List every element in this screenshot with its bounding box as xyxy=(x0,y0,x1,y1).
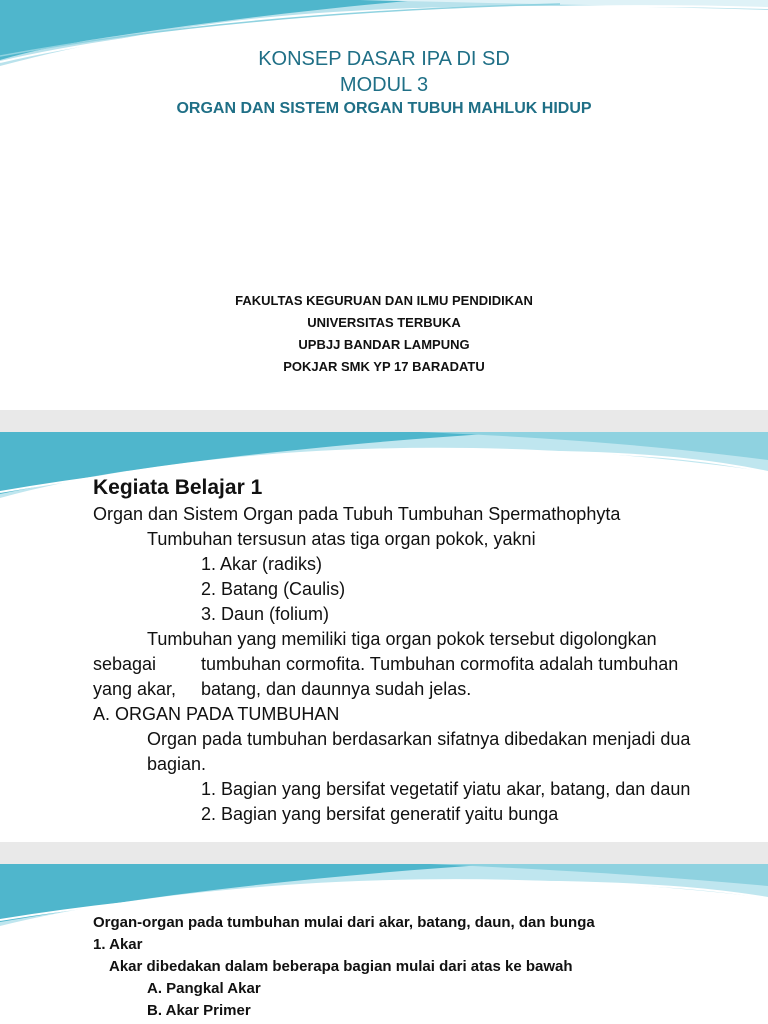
slide-kegiatan-belajar xyxy=(0,432,768,842)
institution-upbjj: UPBJJ BANDAR LAMPUNG xyxy=(298,337,470,352)
institution-pokjar: POKJAR SMK YP 17 BARADATU xyxy=(283,359,485,374)
slide2-para3-lead: yang akar, xyxy=(93,679,177,699)
slide2-heading: Kegiata Belajar 1 xyxy=(93,476,263,499)
module-number: MODUL 3 xyxy=(339,74,429,96)
slide3-line1: Organ-organ pada tumbuhan mulai dari akar, batang, daun, dan bunga xyxy=(93,914,595,931)
slide2-topic: Organ dan Sistem Organ pada Tubuh Tumbuhan Spermathophyta xyxy=(93,504,621,524)
slide2-para2 xyxy=(93,652,733,677)
slide2-intro: Tumbuhan tersusun atas tiga organ pokok, yakni xyxy=(147,529,536,549)
institution-faculty: FAKULTAS KEGURUAN DAN ILMU PENDIDIKAN xyxy=(235,293,533,308)
organ-item-batang: 2. Batang (Caulis) xyxy=(201,579,346,599)
slide2-para2-lead: sebagai xyxy=(93,654,157,674)
slide-title xyxy=(0,0,768,410)
slide2-para5: bagian. xyxy=(147,754,207,774)
slide2-body xyxy=(93,474,733,827)
organ-item-akar: 1. Akar (radiks) xyxy=(201,554,323,574)
presentation-title: KONSEP DASAR IPA DI SD xyxy=(258,48,510,70)
slide2-para4: Organ pada tumbuhan berdasarkan sifatnya dibedakan menjadi dua xyxy=(147,729,691,749)
slide2-para3 xyxy=(93,677,733,702)
section-heading: A. ORGAN PADA TUMBUHAN xyxy=(93,704,340,724)
slide-organ-organ xyxy=(0,864,768,1024)
part-item-generatif: 2. Bagian yang bersifat generatif yaitu bunga xyxy=(201,804,559,824)
slide2-para2-rest: tumbuhan cormofita. Tumbuhan cormofita adalah tumbuhan xyxy=(201,654,679,674)
slide3-body xyxy=(93,912,733,1022)
module-subtitle: ORGAN DAN SISTEM ORGAN TUBUH MAHLUK HIDUP xyxy=(176,100,592,117)
slide2-para1: Tumbuhan yang memiliki tiga organ pokok tersebut digolongkan xyxy=(147,629,657,649)
slide3-line3: Akar dibedakan dalam beberapa bagian mulai dari atas ke bawah xyxy=(109,958,573,975)
institution-university: UNIVERSITAS TERBUKA xyxy=(307,315,461,330)
slide3-line4: A. Pangkal Akar xyxy=(147,980,261,997)
slide3-line5: B. Akar Primer xyxy=(147,1002,251,1019)
slide3-line2: 1. Akar xyxy=(93,936,143,953)
part-item-vegetatif: 1. Bagian yang bersifat vegetatif yiatu akar, batang, dan daun xyxy=(201,779,691,799)
slide2-para3-rest: batang, dan daunnya sudah jelas. xyxy=(201,679,472,699)
organ-item-daun: 3. Daun (folium) xyxy=(201,604,330,624)
